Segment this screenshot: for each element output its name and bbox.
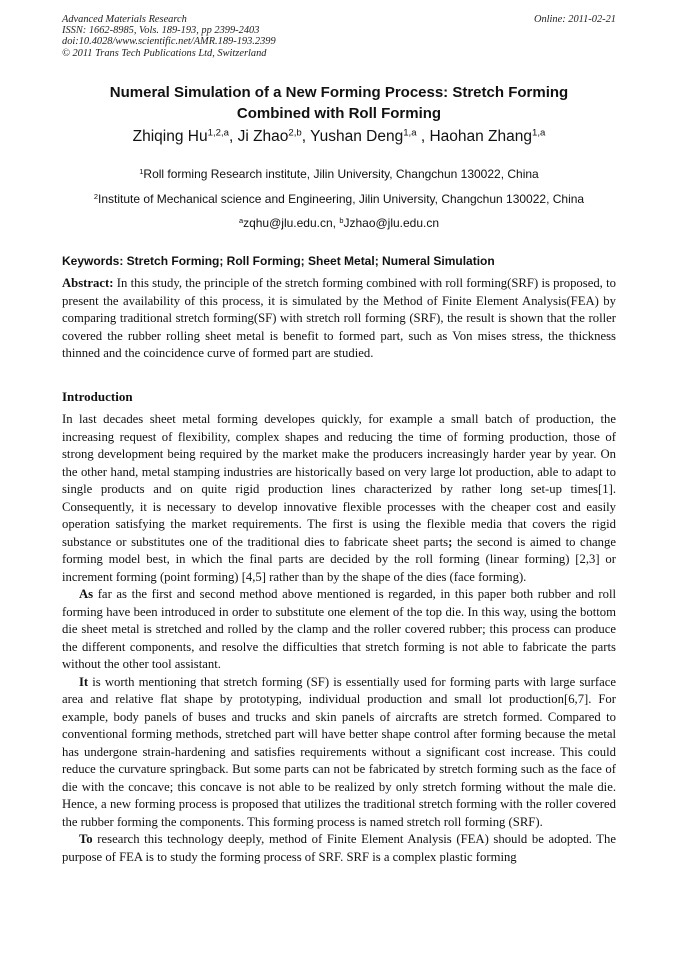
author-name: Yushan Deng — [310, 128, 404, 145]
abstract — [62, 275, 616, 363]
paragraph — [62, 586, 616, 674]
author-affiliation-mark: 1,a — [403, 127, 417, 139]
affiliation-mark: 1 — [139, 166, 144, 176]
paragraph-lead: As — [79, 587, 94, 601]
email-mark: b — [339, 215, 344, 225]
paragraph-text: In last decades sheet metal forming developes quickly, for example a small batch of production, the increasing request of flexibility, complex shapes and reducing the time of forming production, those of strong development being required by the market make the producers increasingly harder year by year. On the other hand, metal stamping industries are historically based on very large lot production, able to adapt to single products and on quite rigid production lines characterized by rather long set-up times[1]. Consequently, it is necessary to develop innovative flexible processes with the cheaper cost and easily operation satisfying the market requirements. The first is using the flexible media that covers the rigid substance or substitutes one of the traditional dies to fabricate sheet parts — [62, 412, 616, 549]
author-affiliation-mark: 1,a — [532, 127, 546, 139]
journal-copyright: © 2011 Trans Tech Publications Ltd, Switzerland — [62, 47, 267, 59]
affiliation-1 — [62, 166, 616, 182]
paragraph — [62, 411, 616, 586]
email-address: Jzhao@jlu.edu.cn — [343, 216, 440, 230]
paragraph — [62, 674, 616, 832]
journal-name: Advanced Materials Research — [62, 14, 187, 25]
author-affiliation-mark: 2,b — [288, 127, 302, 139]
affiliation-text: Institute of Mechanical science and Engineering, Jilin University, Changchun 130022, China — [98, 192, 585, 206]
email-address: zqhu@jlu.edu.cn, — [243, 216, 336, 230]
affiliation-2 — [62, 191, 616, 207]
journal-header — [62, 14, 616, 59]
paragraph-text: the second is aimed to change forming model best, in which the final parts are decided by the roll forming (linear forming) [2,3] or increment forming (point forming) [4,5] rather than by the shape of the dies (face forming). — [62, 534, 616, 584]
title-line-1: Numeral Simulation of a New Forming Process: Stretch Forming — [109, 84, 569, 101]
abstract-text: In this study, the principle of the stretch forming combined with roll forming(SRF) is proposed, to present the availability of this process, it is simulated by the Method of Finite Element Analysis(FEA) by comparing traditional stretch forming(SF) with stretch roll forming (SRF), the result is shown that the roller covered the rubber rolling sheet metal is benefit to formed part, such as Von mises stress, the thickness thinned and the coincidence curve of formed part are studied. — [62, 276, 616, 360]
author-name: Haohan Zhang — [429, 128, 533, 145]
paragraph-lead: It — [79, 674, 89, 689]
paragraph — [62, 831, 616, 866]
author-name: Ji Zhao — [237, 128, 289, 145]
author-emails — [62, 215, 616, 231]
paragraph-lead: To — [79, 832, 93, 846]
affiliation-mark: 2 — [93, 191, 99, 201]
author-name: Zhiqing Hu — [132, 128, 208, 145]
abstract-label: Abstract: — [62, 276, 114, 290]
section-heading-introduction: Introduction — [62, 389, 133, 404]
paragraph-semicolon: ; — [448, 534, 453, 549]
introduction-body — [62, 411, 616, 866]
journal-doi: doi:10.4028/www.scientific.net/AMR.189-193.2399 — [62, 36, 276, 48]
affiliation-text: Roll forming Research institute, Jilin University, Changchun 130022, China — [143, 167, 539, 181]
author-affiliation-mark: 1,2,a — [207, 127, 229, 139]
paper-title — [62, 82, 616, 124]
paragraph-text: is worth mentioning that stretch forming (SF) is essentially used for forming parts with large surface area and relative flat shape by prototyping, individual production and small lot production[6,7]. For example, body panels of buses and trucks and skin panels of aircrafts are stretch formed. Compared to conventional forming methods, stretched part will have better shape control after forming because the metal has undergone strain-hardening and satisfies requirements without a significant cost increase. This could reduce the curvature springback. But some parts can not be fabricated by stretch forming such as the face of die with the concave; this concave is not able to be realized by only stretch forming without the male die. Hence, a new forming process is proposed that utilizes the traditional stretch forming with the roller covered the rubber forming the components. This forming process is named stretch roll forming (SRF). — [62, 674, 616, 829]
online-date: Online: 2011-02-21 — [533, 14, 616, 25]
email-mark: a — [238, 215, 244, 225]
author-list: Zhiqing Hu$^{1,2,a}$, Ji Zhao$^{2,b}$, Yushan Deng$^{1,a}$ , Haohan Zhang$^{1,a}$ — [132, 127, 546, 145]
paragraph-text: research this technology deeply, method of Finite Element Analysis (FEA) should be adopted. The purpose of FEA is to study the forming process of SRF. SRF is a complex plastic forming — [62, 832, 616, 864]
journal-issn: ISSN: 1662-8985, Vols. 189-193, pp 2399-2403 — [62, 25, 260, 37]
paragraph-text: far as the first and second method above mentioned is regarded, in this paper both rubber and roll forming have been introduced in order to substitute one element of the top die. In this way, using the bottom die sheet metal is stretched and rolled by the clamp and the roller covered rubber; this process can produce the different components, and resolve the difficulties that stretch forming is not able to fabricate the parts without the other tool assistant. — [62, 587, 616, 671]
keywords: Keywords: Stretch Forming; Roll Forming; Sheet Metal; Numeral Simulation — [62, 254, 495, 268]
title-line-2: Combined with Roll Forming — [236, 105, 442, 122]
